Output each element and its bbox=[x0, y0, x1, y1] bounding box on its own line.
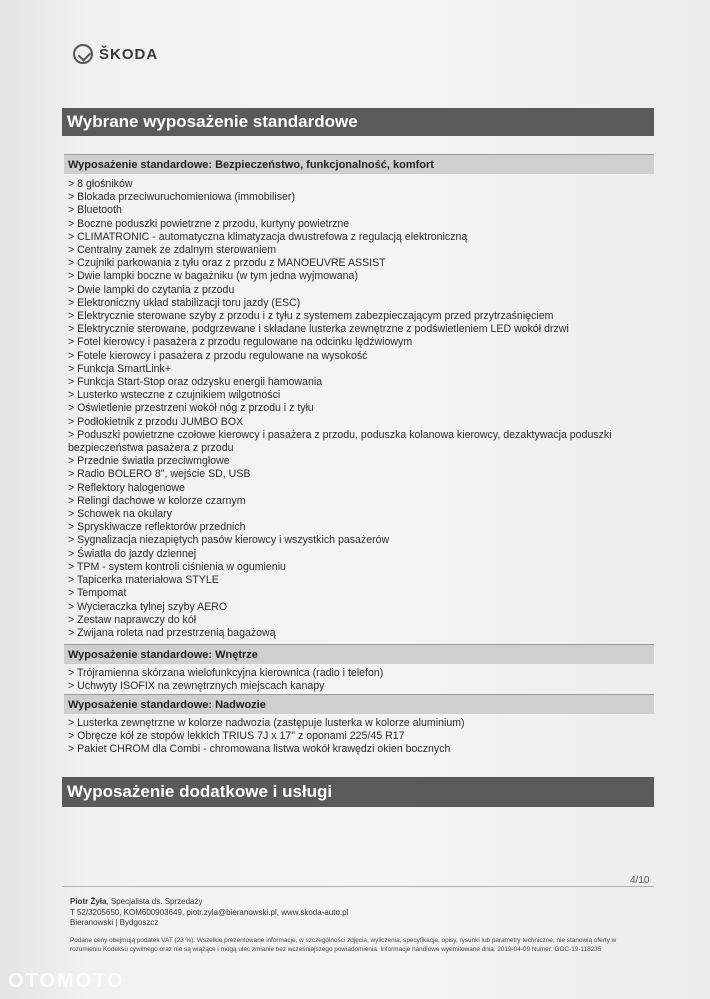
interior-list bbox=[68, 667, 653, 693]
list-item: > Lusterka zewnętrzne w kolorze nadwozia (zastępuje lusterka w kolorze aluminium) bbox=[68, 717, 465, 729]
list-item: > Elektrycznie sterowane, podgrzewane i składane lusterka zewnętrzne z podświetleniem LED wokół drzwi bbox=[68, 323, 569, 336]
list-item: > Trójramienna skórzana wielofunkcyjna kierownica (radio i telefon) bbox=[68, 667, 384, 679]
contact-name: Piotr Żyła bbox=[70, 897, 107, 906]
list-item: > Radio BOLERO 8", wejście SD, USB bbox=[68, 468, 251, 481]
list-item: > Centralny zamek ze zdalnym sterowaniem bbox=[68, 244, 277, 257]
list-item: > TPM - system kontroli ciśnienia w ogumieniu bbox=[68, 560, 286, 573]
list-item: > Poduszki powietrzne czołowe kierowcy i pasażera z przodu, poduszka kolanowa kierowcy, dezaktywacja poduszki bezpieczeństwa pasażera z przodu bbox=[68, 428, 612, 455]
list-item: > Spryskiwacze reflektorów przednich bbox=[68, 521, 246, 534]
list-item: > Reflektory halogenowe bbox=[68, 481, 185, 494]
list-item: > CLIMATRONIC - automatyczna klimatyzacja dwustrefowa z regulacją elektroniczną bbox=[68, 230, 468, 243]
body-list bbox=[68, 717, 653, 757]
list-item: > Przednie światła przeciwmgłowe bbox=[68, 455, 230, 468]
safety-list bbox=[68, 178, 653, 640]
list-item: > Wycieraczka tylnej szyby AERO bbox=[68, 600, 228, 613]
list-item: > Sygnalizacja niezapiętych pasów kierowcy i wszystkich pasażerów bbox=[68, 534, 390, 547]
list-item: > Elektrycznie sterowane szyby z przodu i z tyłu z systemem zabezpieczającym przed przytrzaśnięciem bbox=[68, 310, 554, 323]
brand-logo bbox=[73, 44, 158, 64]
group-title-safety: Wyposażenie standardowe: Bezpieczeństwo, funkcjonalność, komfort bbox=[64, 154, 654, 174]
list-item: > Zwijana roleta nad przestrzenią bagażową bbox=[68, 626, 276, 639]
group-title-interior: Wyposażenie standardowe: Wnętrze bbox=[64, 644, 654, 664]
watermark: OTOMOTO bbox=[8, 970, 125, 992]
list-item: > Elektroniczny układ stabilizacji toru jazdy (ESC) bbox=[68, 296, 301, 309]
list-item: > Uchwyty ISOFIX na zewnętrznych miejscach kanapy bbox=[68, 680, 325, 693]
list-item: > Tapicerka materiałowa STYLE bbox=[68, 574, 219, 587]
contact-role: , Specjalista ds. Sprzedaży bbox=[106, 897, 203, 906]
brand-name: ŠKODA bbox=[99, 45, 159, 63]
list-item: > Czujniki parkowania z tyłu oraz z przodu z MANOEUVRE ASSIST bbox=[68, 257, 386, 270]
list-item: > Światła do jazdy dziennej bbox=[68, 547, 197, 560]
list-item: > Bluetooth bbox=[68, 204, 122, 217]
list-item: > Relingi dachowe w kolorze czarnym bbox=[68, 494, 246, 507]
list-item: > Schowek na okulary bbox=[68, 508, 172, 521]
section-title-standard: Wybrane wyposażenie standardowe bbox=[62, 108, 654, 136]
list-item: > Oświetlenie przestrzeni wokół nóg z przodu i z tyłu bbox=[68, 402, 314, 415]
footer-contact bbox=[70, 897, 348, 929]
section-title-additional: Wyposażenie dodatkowe i usługi bbox=[62, 777, 654, 807]
group-title-body: Wyposażenie standardowe: Nadwozie bbox=[64, 694, 654, 714]
list-item: > Pakiet CHROM dla Combi - chromowana listwa wokół krawędzi okien bocznych bbox=[68, 743, 451, 756]
list-item: > Zestaw naprawczy do kół bbox=[68, 613, 197, 626]
list-item: > Funkcja Start-Stop oraz odzysku energii hamowania bbox=[68, 376, 323, 389]
list-item: > Dwie lampki do czytania z przodu bbox=[68, 283, 235, 296]
list-item: > Blokada przeciwuruchomieniowa (immobiliser) bbox=[68, 191, 295, 204]
list-item: > Funkcja SmartLink+ bbox=[68, 362, 172, 375]
list-item: > Boczne poduszki powietrzne z przodu, kurtyny powietrzne bbox=[68, 217, 350, 230]
footer-disclaimer: Podane ceny obejmują podatek VAT (23 %). Wszelkie prezentowane informacje, w szczególności zdjęcia, wyliczenia, specyfikacje, opisy, rysunki lub parametry techniczne, nie stanowią oferty w rozumieniu Kodeksu cywilnego oraz nie są wiążące i mogą ulec zmianie bez wcześniejszego powiadomienia. Informacje handlowe wyemitowane dnia: 2019-04-09 Numer: GOC-19-118235 bbox=[70, 937, 617, 953]
skoda-arrow-logo-icon bbox=[73, 44, 93, 64]
list-item: > Lusterko wsteczne z czujnikiem wilgotności bbox=[68, 389, 281, 402]
list-item: > 8 głośników bbox=[68, 178, 133, 190]
list-item: > Fotel kierowcy i pasażera z przodu regulowane na odcinku lędźwiowym bbox=[68, 336, 413, 349]
page-number: 4/10 bbox=[630, 875, 650, 886]
list-item: > Podłokietnik z przodu JUMBO BOX bbox=[68, 415, 244, 428]
list-item: > Tempomat bbox=[68, 587, 127, 600]
list-item: > Dwie lampki boczne w bagażniku (w tym jedna wyjmowana) bbox=[68, 270, 358, 283]
footer-divider bbox=[62, 886, 654, 887]
list-item: > Obręcze kół ze stopów lekkich TRIUS 7J x 17" z oponami 225/45 R17 bbox=[68, 730, 405, 743]
contact-details: T 52/3205650, KOM600903649, piotr.zyla@bieranowski.pl, www.skoda-auto.pl bbox=[70, 907, 349, 917]
list-item: > Fotele kierowcy i pasażera z przodu regulowane na wysokość bbox=[68, 349, 368, 362]
dealer-name: Bieranowski | Bydgoszcz bbox=[70, 918, 159, 927]
